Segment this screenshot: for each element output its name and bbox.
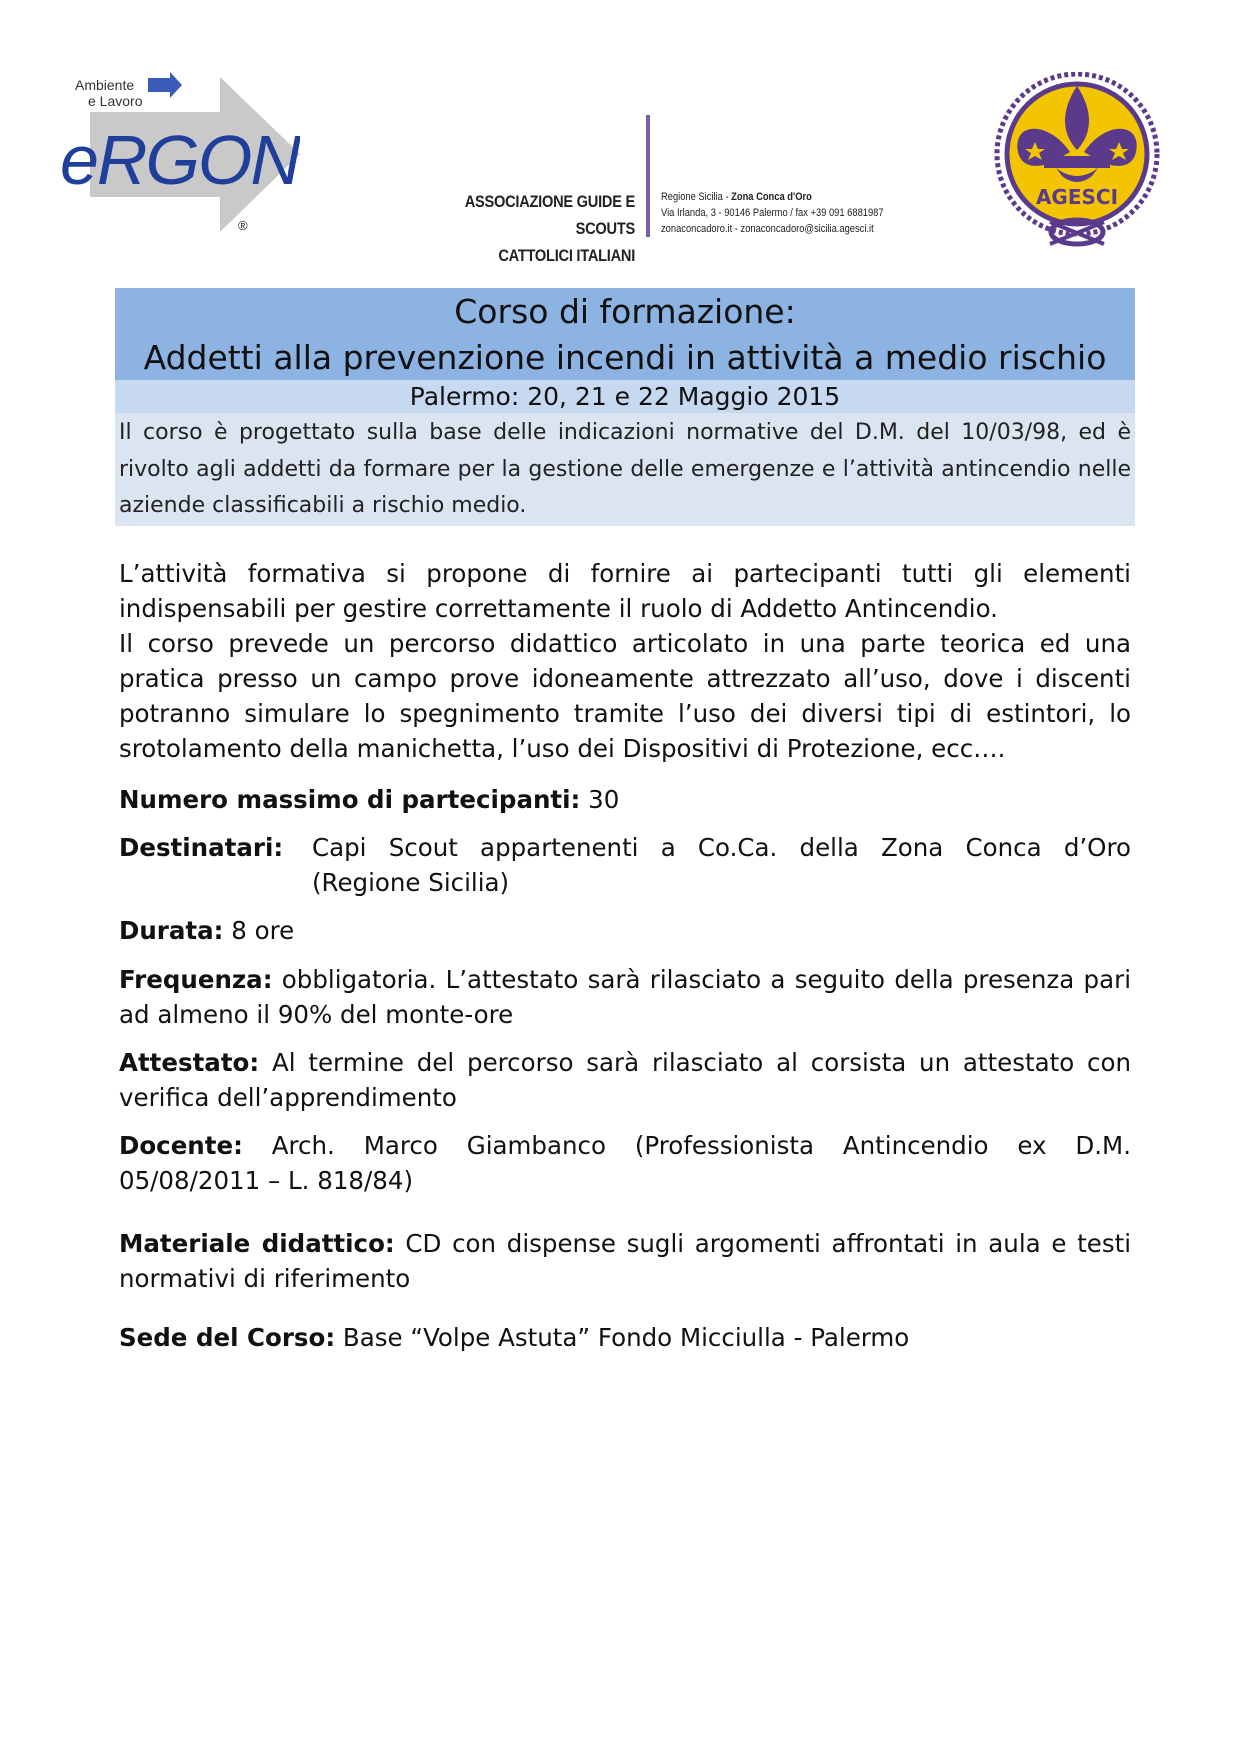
association-name [437,188,635,269]
region-zone: Zona Conca d'Oro [731,191,812,203]
field-label: Frequenza: [119,965,273,994]
course-subject: Addetti alla prevenzione incendi in attività a medio rischio [143,338,1107,377]
ergon-registered: ® [238,218,248,233]
field-location [119,1320,1131,1355]
field-value: 8 ore [223,916,295,945]
field-max-participants [119,782,1131,817]
course-dates: Palermo: 20, 21 e 22 Maggio 2015 [409,382,841,411]
ergon-tagline-2: e Lavoro [88,93,143,109]
agesci-text: AGESCI [1035,185,1119,209]
field-value: Arch. Marco Giambanco (Professionista Antincendio ex D.M. 05/08/2011 – L. 818/84) [119,1131,1131,1195]
ergon-wordmark: eRGON [60,121,299,199]
region-line-1 [661,189,882,205]
field-recipients-value: Capi Scout appartenenti a Co.Ca. della Zona Conca d’Oro (Regione Sicilia) [312,833,1131,897]
field-label: Attestato: [119,1048,260,1077]
field-label: Docente: [119,1131,243,1160]
field-attendance [119,962,1131,1032]
field-recipients-label: Destinatari: [119,833,284,862]
field-label: Numero massimo di partecipanti: [119,785,581,814]
course-title: Corso di formazione: [454,292,796,331]
region-prefix: Regione Sicilia - [661,191,732,203]
field-value: Base “Volpe Astuta” Fondo Micciulla - Palermo [335,1323,910,1352]
field-value: Al termine del percorso sarà rilasciato al corsista un attestato con verifica dell’apprendimento [119,1048,1131,1112]
field-value: CD con dispense sugli argomenti affrontati in aula e testi normativi di riferimento [119,1229,1131,1293]
agesci-logo [990,72,1165,257]
field-value: obbligatoria. L’attestato sarà rilasciato a seguito della presenza pari ad almeno il 90% del monte-ore [119,965,1131,1029]
field-teacher [119,1128,1131,1198]
course-description [119,556,1131,766]
association-line-1: ASSOCIAZIONE GUIDE E SCOUTS [464,192,635,238]
course-intro: Il corso è progettato sulla base delle indicazioni normative del D.M. del 10/03/98, ed è rivolto agli addetti da formare per la gestione delle emergenze e l’attività antincendio nelle aziende classificabili a rischio medio. [119,420,1131,518]
field-label: Materiale didattico: [119,1229,395,1258]
region-line-2: Via Irlanda, 3 - 90146 Palermo / fax +39 091 6881987 [661,207,884,219]
header-divider [646,115,650,237]
field-label: Durata: [119,916,224,945]
region-line-3: zonaconcadoro.it - zonaconcadoro@sicilia.agesci.it [661,223,874,235]
description-para-2: Il corso prevede un percorso didattico articolato in una parte teorica ed una pratica presso un campo prove idoneamente attrezzato all’uso, dove i discenti potranno simulare lo spegnimento tramite l’uso dei diversi tipi di estintori, lo srotolamento della manichetta, l’uso dei Dispositivi di Protezione, ecc…. [119,629,1131,763]
field-duration [119,913,1131,948]
field-label: Sede del Corso: [119,1323,336,1352]
association-line-2: CATTOLICI ITALIANI [498,246,635,265]
region-contact [661,189,882,237]
ergon-tagline-1: Ambiente [75,77,135,93]
field-certificate [119,1045,1131,1115]
field-materials [119,1226,1131,1296]
ergon-logo [60,72,300,237]
description-para-1: L’attività formativa si propone di fornire ai partecipanti tutti gli elementi indispensabili per gestire correttamente il ruolo di Addetto Antincendio. [119,559,1131,623]
field-value: 30 [580,785,620,814]
